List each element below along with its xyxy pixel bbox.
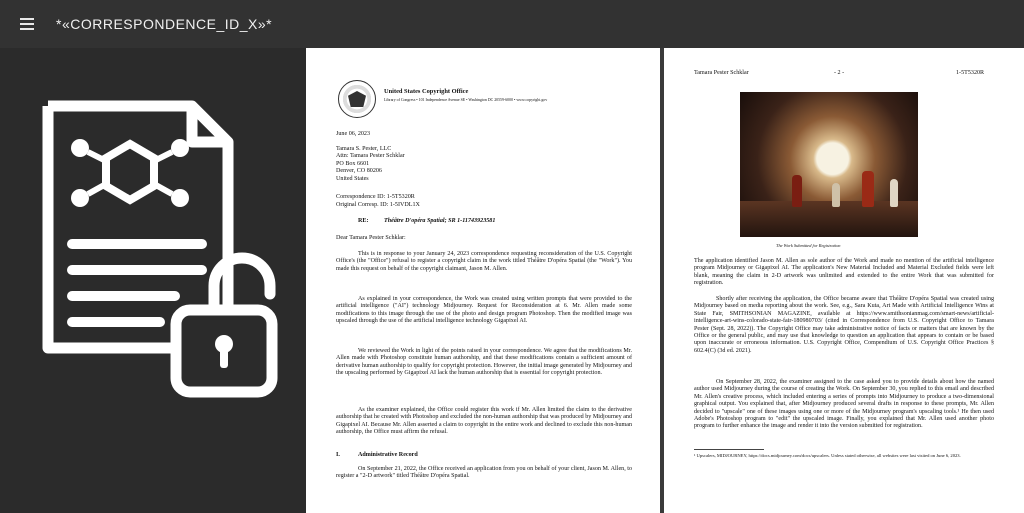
letterhead-title: United States Copyright Office — [384, 88, 469, 95]
page-header-name: Tamara Pester Schklar — [694, 70, 749, 76]
page-header-id: 1-5T5320R — [956, 70, 985, 76]
re-subject: Théâtre D'opéra Spatial; SR 1-11743923581 — [384, 218, 496, 224]
hamburger-menu-icon[interactable] — [20, 14, 48, 34]
recipient-line: Denver, CO 80206 — [336, 168, 382, 175]
body-paragraph: On September 28, 2022, the examiner assigned to the case asked you to provide details about how the named author used Midjourney during the course of creating the Work. On September 30, you replied to this email and described Mr. Allen's creative process, which included entering a series of prompts into Midjourney to produce a two-dimensional graphical output. You explained that, after Midjourney produced several drafts in response to these prompts, Mr. Allen decided to "upscale" one of these images using one or more of the Midjourney program's upscaling tools.¹ He then used Adobe's Photoshop program to "edit" the upscaled image. Finally, you explained that Mr. Allen used another photo program to further enhance the image and render it into the version submitted for registration. — [694, 379, 994, 430]
body-paragraph: As the examiner explained, the Office could register this work if Mr. Allen limited the claim to the derivative authorship that he created with Photoshop and excluded the non-human authorship that was produced by Midjourney and Gigapixel AI. Because Mr. Allen asserted a claim to copyright in the entire work and declined to exclude this non-human authorship, the Office must affirm the refusal. — [336, 407, 632, 436]
thumbnail-pane — [0, 48, 306, 513]
copyright-office-seal-icon — [338, 80, 376, 118]
original-corresp-id: Original Corresp. ID: 1-5IVDL1X — [336, 202, 420, 208]
footnote: ¹ Upscalers, MIDJOURNEY, https://docs.midjourney.com/docs/upscalers. Unless stated otherwise, all websites were last visited on June 6, 2023. — [694, 453, 961, 458]
body-paragraph: The application identified Jason M. Allen as sole author of the Work and made no mention of the artificial intelligence program Midjourney or Gigapixel AI. The application's New Material Included and Material Excluded fields were left blank, meaning the claim in 2-D artwork was unlimited and extended to the entire Work that was submitted for registration. — [694, 258, 994, 287]
locked-document-circuit-icon — [0, 48, 306, 513]
page-number: - 2 - — [834, 70, 845, 76]
recipient-line: United States — [336, 175, 369, 182]
body-paragraph: On September 21, 2022, the Office received an application from you on behalf of your client, Jason M. Allen, to register a "2-D artwork" titled Théâtre D'opéra Spatial. — [336, 466, 632, 480]
body-paragraph: This is in response to your January 24, 2023 correspondence requesting reconsideration of the U.S. Copyright Office's (the "Office") refusal to register a copyright claim in the work titled Théâtre D'opéra Spatial (the "Work"). You made this request on behalf of the copyright claimant, Jason M. Allen. — [336, 251, 632, 272]
footnote-rule — [694, 449, 764, 450]
document-page-1 — [306, 48, 660, 513]
body-paragraph: We reviewed the Work in light of the points raised in your correspondence. We agree that the modifications Mr. Allen made with Photoshop constitute human authorship, and that these modifications contain a sufficient amount of derivative human authorship to qualify for copyright protection. However, the initial image generated by Midjourney and the upscaling performed by Gigapixel AI lack the human authorship that is essential for copyright protection. — [336, 348, 632, 377]
letterhead-address: Library of Congress • 101 Independence Avenue SE • Washington DC 20559-6000 • www.copyright.gov — [384, 98, 548, 102]
recipient-address — [336, 146, 405, 183]
re-label: RE: — [358, 218, 369, 224]
recipient-line: PO Box 6601 — [336, 160, 370, 167]
submitted-work-image — [740, 92, 918, 237]
salutation: Dear Tamara Pester Schklar: — [336, 235, 406, 241]
correspondence-id: Correspondence ID: 1-5T5320R — [336, 194, 415, 200]
document-title: *«CORRESPONDENCE_ID_X»* — [56, 16, 273, 32]
recipient-line: Tamara S. Pester, LLC — [336, 146, 392, 152]
recipient-line: Attn: Tamara Pester Schklar — [336, 153, 405, 160]
section-number: I. — [336, 452, 340, 458]
letter-date: June 06, 2023 — [336, 131, 371, 137]
document-page-2 — [664, 48, 1024, 513]
body-paragraph: As explained in your correspondence, the Work was created using written prompts that were provided to the artificial intelligence ("AI") technology Midjourney. Request for Reconsideration at 6. Mr. Allen made some modifications to this image through the use of the photo and design program Photoshop. Then the modified image was upscaled through the use of the artificial intelligence technology Gigapixel AI. — [336, 296, 632, 325]
image-caption: The Work Submitted for Registration — [776, 243, 841, 248]
app-header — [0, 0, 1024, 48]
section-title: Administrative Record — [358, 452, 418, 458]
body-paragraph: Shortly after receiving the application, the Office became aware that Théâtre D'opéra Spatial was created using Midjourney based on media reporting about the work. See, e.g., Sara Kuta, Art Made with Artificial Intelligence Wins at State Fair, SMITHSONIAN MAGAZINE, available at https://www.smithsonianmag.com/smart-news/artificial-intelligence-art-wins-colorado-state-fair-180980703/ (cited in Correspondence from U.S. Copyright Office to Tamara Pester (Sept. 28, 2022)). The Copyright Office may take administrative notice of facts or matters that are known by the Office or the general public, and may use that knowledge to question an application that appears to contain or be based upon inaccurate or erroneous information. U.S. Copyright Office, Compendium of U.S. Copyright Office Practices § 602.4(C) (3d ed. 2021). — [694, 296, 994, 354]
